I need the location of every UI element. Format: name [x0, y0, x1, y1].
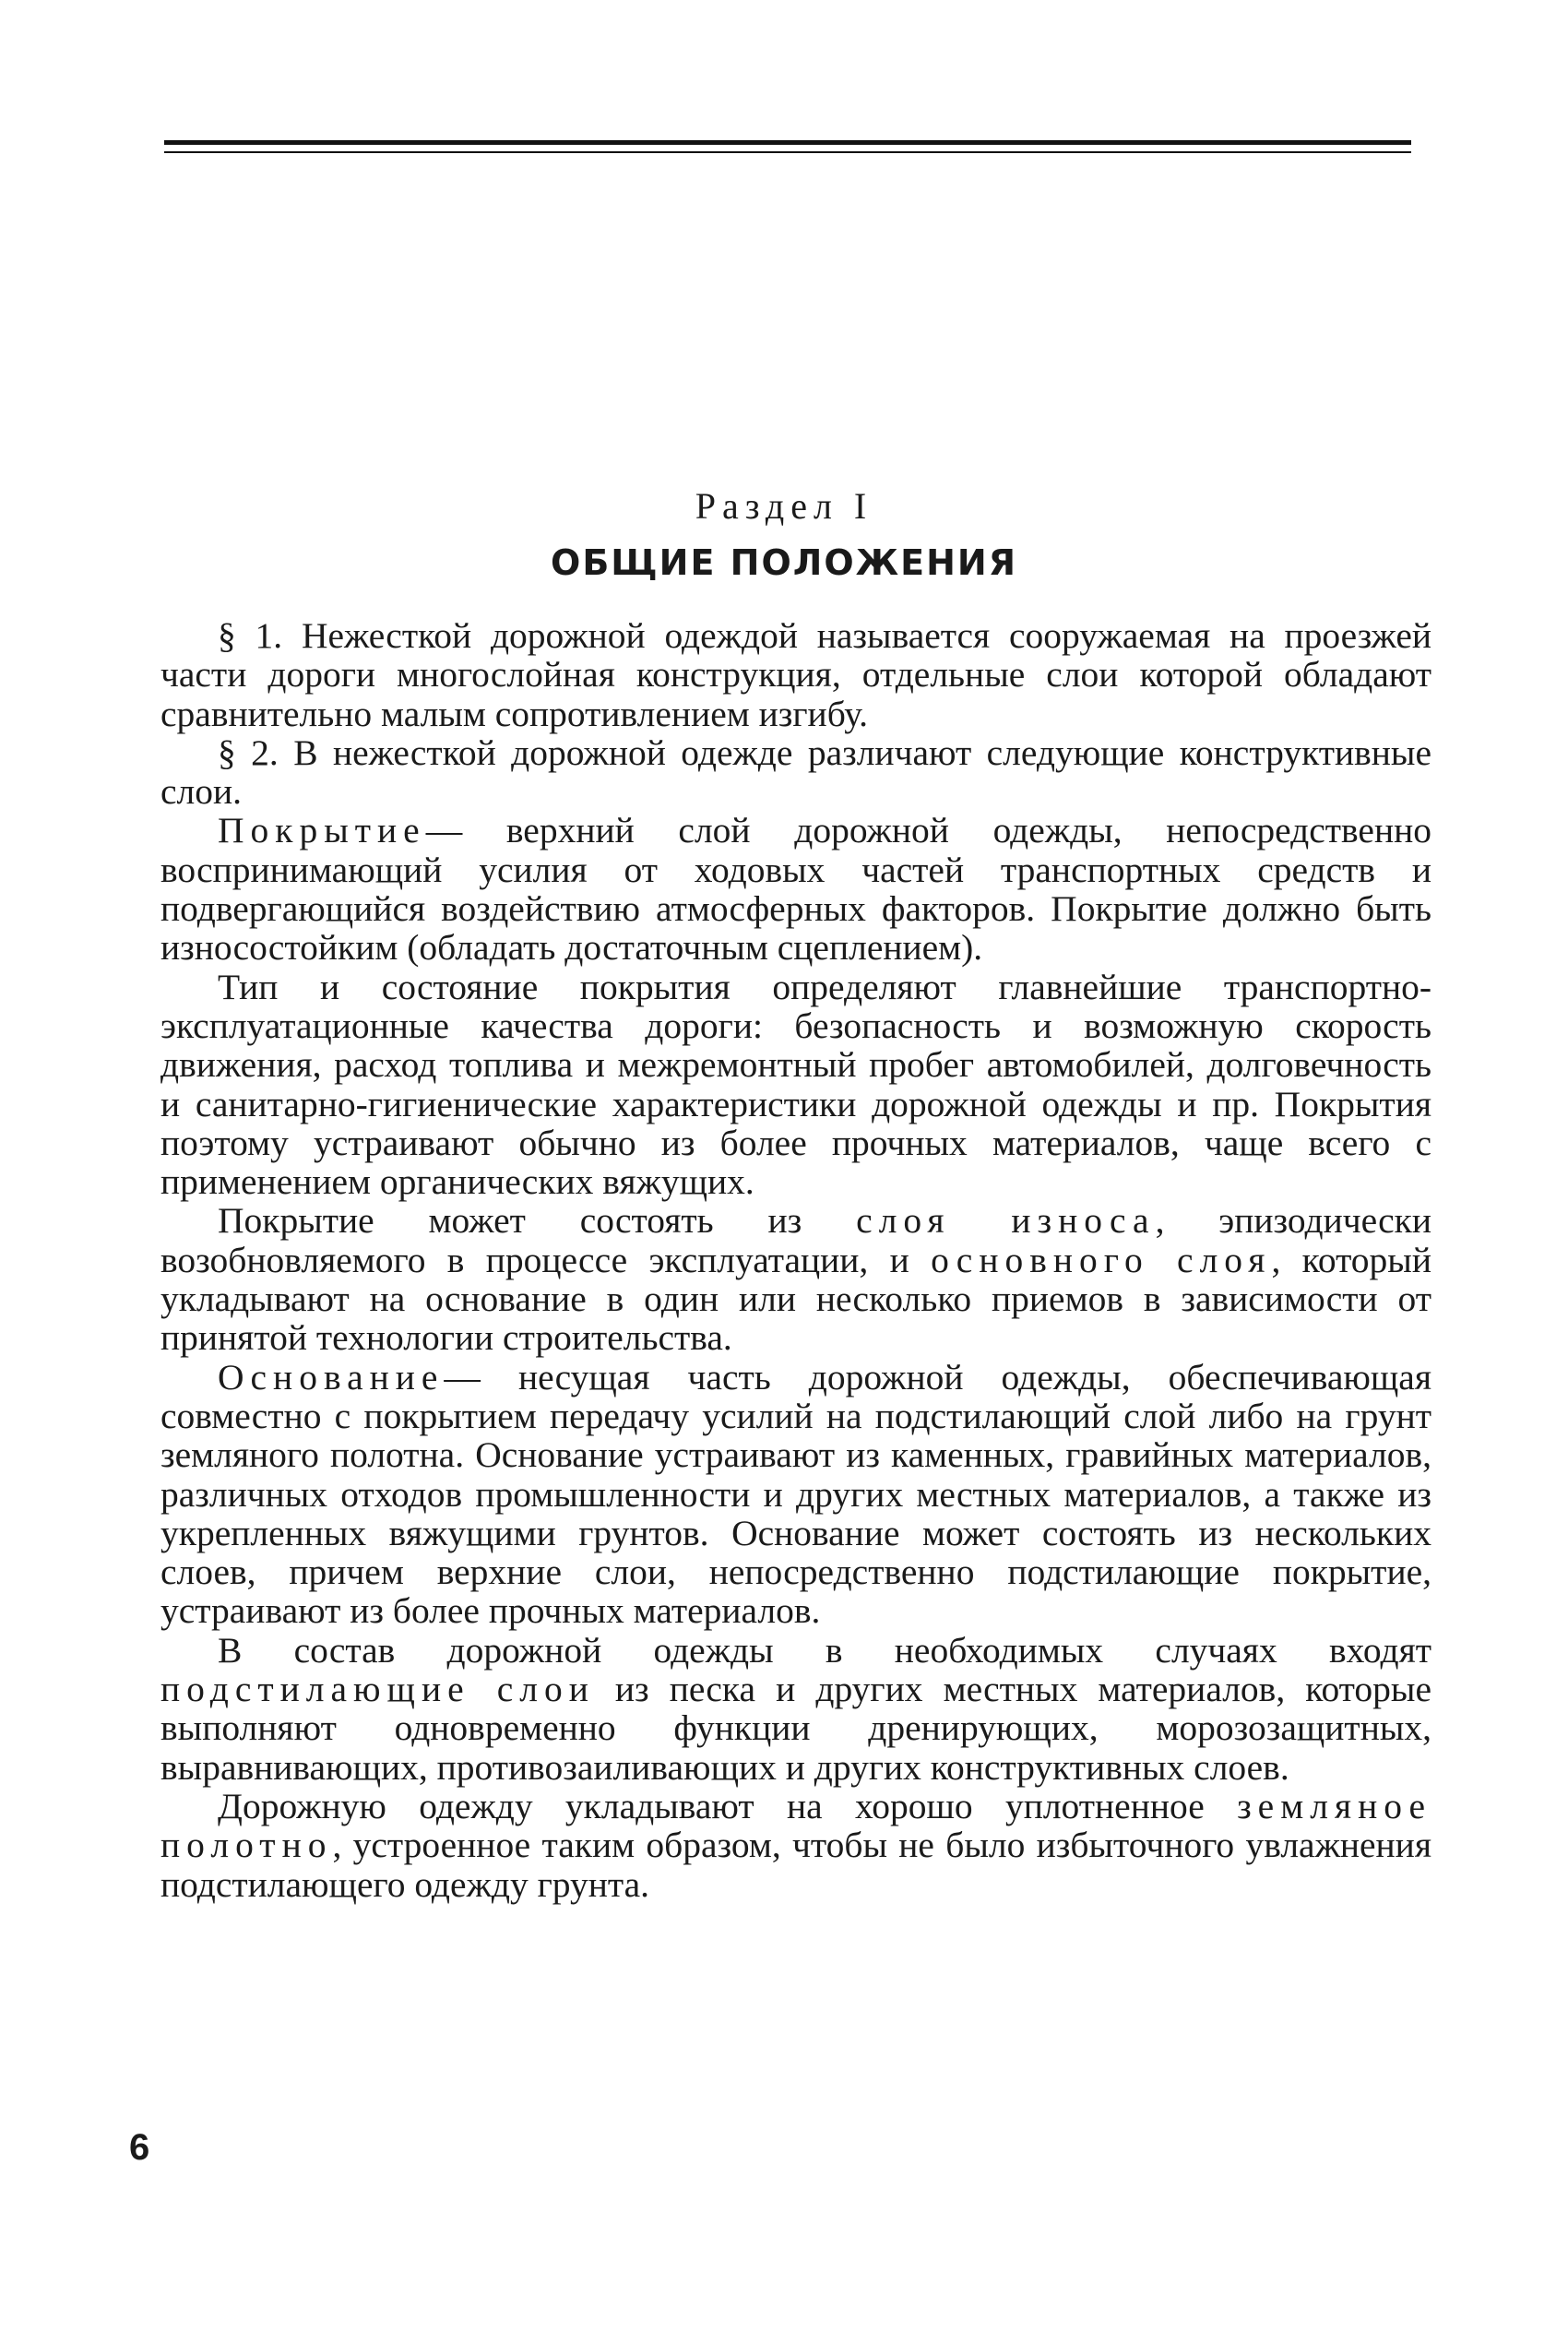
term-podstilayushchie-sloi: подстилающие слои	[160, 1669, 595, 1710]
paragraph-8-b: , устроенное таким образом, чтобы не было избыточного увлажнения подстилающего одежду грунта.	[160, 1825, 1431, 1905]
paragraph-6	[160, 1358, 1431, 1631]
paragraph-2: § 2. В нежесткой дорожной одежде различают следующие конструктивные слои.	[160, 731, 1431, 813]
paragraph-4: Тип и состояние покрытия определяют главнейшие транспортно-эксплуатационные качества дороги: безопасность и возможную скорость движения, расход топлива и межремонтный пробег автомобилей, долговечность и санитарно-гигиенические характеристики дорожной одежды и пр. Покрытия поэтому устраивают обычно из более прочных материалов, чаще всего с применением органических вяжущих.	[160, 966, 1431, 1203]
term-sloy-iznosa: слоя износа	[856, 1200, 1156, 1242]
paragraph-8	[160, 1787, 1431, 1904]
paragraph-3	[160, 811, 1431, 967]
paragraph-1: § 1. Нежесткой дорожной одеждой называется сооружаемая на проезжей части дороги многослойная конструкция, отдельные слои которой обладают сравнительно малым сопротивлением изгибу.	[160, 615, 1431, 734]
term-osnovanie: Основание	[218, 1356, 445, 1397]
paragraph-7	[160, 1631, 1431, 1787]
section-label: Раздел I	[695, 485, 873, 527]
term-osnovnoy-sloy: основного слоя	[931, 1239, 1272, 1280]
header-rule-thick	[164, 140, 1411, 145]
paragraph-5-c: , который укладывают на основание в один или несколько приемов в зависимости от принятой технологии строительства.	[160, 1239, 1431, 1359]
paragraph-3-text: — верхний слой дорожной одежды, непосредственно воспринимающий усилия от ходовых частей транспортных средств и подвергающийся воздействию атмосферных факторов. Покрытие должно быть износостойким (обладать достаточным сцеплением).	[160, 810, 1431, 969]
term-pokrytie: Покрытие	[218, 810, 426, 851]
paragraph-5	[160, 1201, 1431, 1357]
paragraph-7-a: В состав дорожной одежды в необходимых случаях входят	[218, 1629, 1431, 1671]
page-number: 6	[129, 2127, 150, 2168]
paragraph-5-a: Покрытие может состоять из	[218, 1200, 802, 1242]
paragraph-6-text: — несущая часть дорожной одежды, обеспечивающая совместно с покрытием передачу усилий на подстилающий слой либо на грунт земляного полотна. Основание устраивают из каменных, гравийных материалов, различных отходов промышленности и других местных материалов, а также из укрепленных вяжущими грунтов. Основание может состоять из нескольких слоев, причем верхние слои, непосредственно подстилающие покрытие, устраивают из более прочных материалов.	[160, 1356, 1431, 1632]
paragraph-8-a: Дорожную одежду укладывают на хорошо уплотненное	[218, 1785, 1205, 1826]
section-title: ОБЩИЕ ПОЛОЖЕНИЯ	[551, 542, 1017, 583]
paragraph-7-b: из песка и других местных материалов, которые выполняют одновременно функции дренирующих, морозозащитных, выравнивающих, противозаиливающих и других конструктивных слоев.	[160, 1669, 1431, 1788]
header-rule-thin	[164, 151, 1411, 153]
paragraph-5-b: , эпизодически возобновляемого в процессе эксплуатации, и	[160, 1200, 1431, 1280]
term-zemlyanoe-polotno: земляное полотно	[160, 1785, 1431, 1866]
body-text	[160, 616, 1431, 1904]
